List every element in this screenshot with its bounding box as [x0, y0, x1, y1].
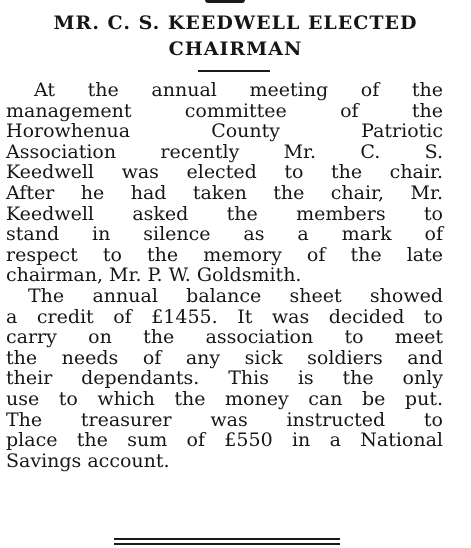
article-body — [6, 80, 443, 471]
paragraph-1-line: respect to the memory of the late — [6, 243, 443, 266]
paragraph-2 — [6, 286, 443, 471]
paragraph-1-line: After he had taken the chair, Mr. — [6, 181, 443, 204]
paragraph-2-line: The treasurer was instructed to — [6, 408, 443, 431]
paragraph-1-line: Horowhenua County Patriotic — [6, 120, 443, 143]
paragraph-2-line: use to which the money can be put. — [6, 387, 443, 410]
headline-line-1: MR. C. S. KEEDWELL ELECTED — [53, 12, 418, 34]
end-rule-top — [114, 538, 340, 540]
paragraph-1-line: Association recently Mr. C. S. — [6, 140, 443, 163]
headline-divider — [198, 70, 270, 72]
paragraph-2-line: a credit of £1455. It was decided to — [6, 305, 443, 328]
paragraph-1 — [6, 80, 443, 286]
paragraph-1-line: At the annual meeting of the — [34, 79, 443, 101]
paragraph-1-line: management committee of the — [6, 99, 443, 122]
paragraph-1-line: Keedwell asked the members to — [6, 202, 443, 225]
paragraph-2-line: the needs of any sick soldiers and — [6, 346, 443, 369]
headline-line-2: CHAIRMAN — [168, 38, 303, 60]
paragraph-1-line: chairman, Mr. P. W. Goldsmith. — [6, 264, 302, 287]
paragraph-1-line: Keedwell was elected to the chair. — [6, 161, 443, 184]
paragraph-2-line: The annual balance sheet showed — [28, 284, 443, 307]
paragraph-2-line: their dependants. This is the only — [6, 367, 443, 390]
paragraph-2-line: Savings account. — [6, 449, 170, 472]
paragraph-2-line: place the sum of £550 in a National — [6, 429, 443, 452]
end-rule-bottom — [114, 543, 340, 545]
top-ornament — [205, 0, 245, 3]
paragraph-1-line: stand in silence as a mark of — [6, 223, 443, 246]
paragraph-2-line: carry on the association to meet — [6, 326, 443, 349]
